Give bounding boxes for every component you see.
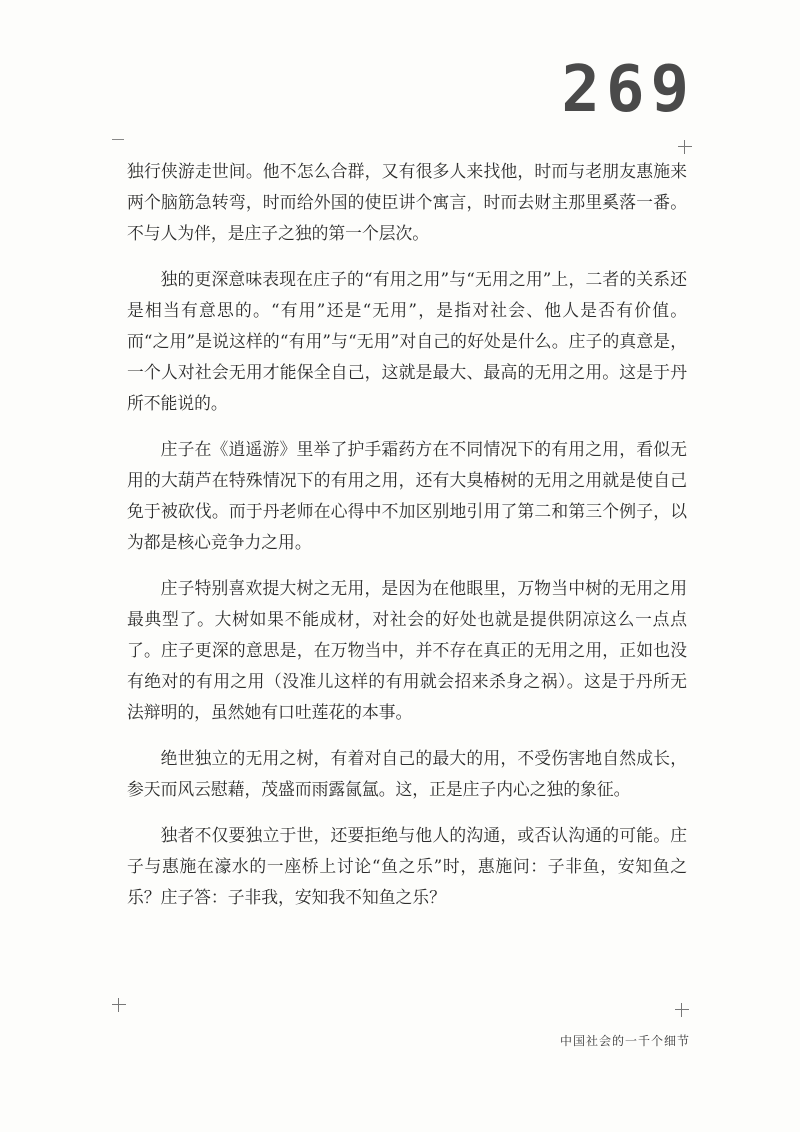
crop-mark-bottom-right [675,1003,689,1017]
crop-mark-top-right [678,140,692,154]
page-number: 269 [561,53,695,127]
crop-mark-bottom-left [112,998,126,1012]
paragraph-4: 庄子特别喜欢提大树之无用，是因为在他眼里，万物当中树的无用之用最典型了。大树如果不能成材，对社会的好处也就是提供阴凉这么一点点了。庄子更深的意思是，在万物当中，并不存在真正的无用之用，正如也没有绝对的有用之用（没准儿这样的有用就会招来杀身之祸）。这是于丹所无法辩明的，虽然她有口吐莲花的本事。 [127,578,687,722]
paragraph-1: 独行侠游走世间。他不怎么合群，又有很多人来找他，时而与老朋友惠施来两个脑筋急转弯，时而给外国的使臣讲个寓言，时而去财主那里奚落一番。不与人为伴，是庄子之独的第一个层次。 [127,161,687,243]
crop-dash [112,139,124,140]
paragraph-5: 绝世独立的无用之树，有着对自己的最大的用，不受伤害地自然成长，参天而风云慰藉，茂盛而雨露氤氲。这，正是庄子内心之独的象征。 [127,748,687,799]
paragraph-2: 独的更深意味表现在庄子的“有用之用”与“无用之用”上，二者的关系还是相当有意思的。“有用”还是“无用”，是指对社会、他人是否有价值。而“之用”是说这样的“有用”与“无用”对自己的好处是什么。庄子的真意是，一个人对社会无用才能保全自己，这就是最大、最高的无用之用。这是于丹所不能说的。 [127,269,687,413]
body-text [127,156,687,928]
running-footer: 中国社会的一千个细节 [559,1034,690,1048]
paragraph-3: 庄子在《逍遥游》里举了护手霜药方在不同情况下的有用之用，看似无用的大葫芦在特殊情况下的有用之用，还有大臭椿树的无用之用就是使自己免于被砍伐。而于丹老师在心得中不加区别地引用了第二和第三个例子，以为都是核心竞争力之用。 [127,439,687,552]
paragraph-6: 独者不仅要独立于世，还要拒绝与他人的沟通，或否认沟通的可能。庄子与惠施在濠水的一座桥上讨论“鱼之乐”时，惠施问：子非鱼，安知鱼之乐？庄子答：子非我，安知我不知鱼之乐？ [127,825,687,907]
